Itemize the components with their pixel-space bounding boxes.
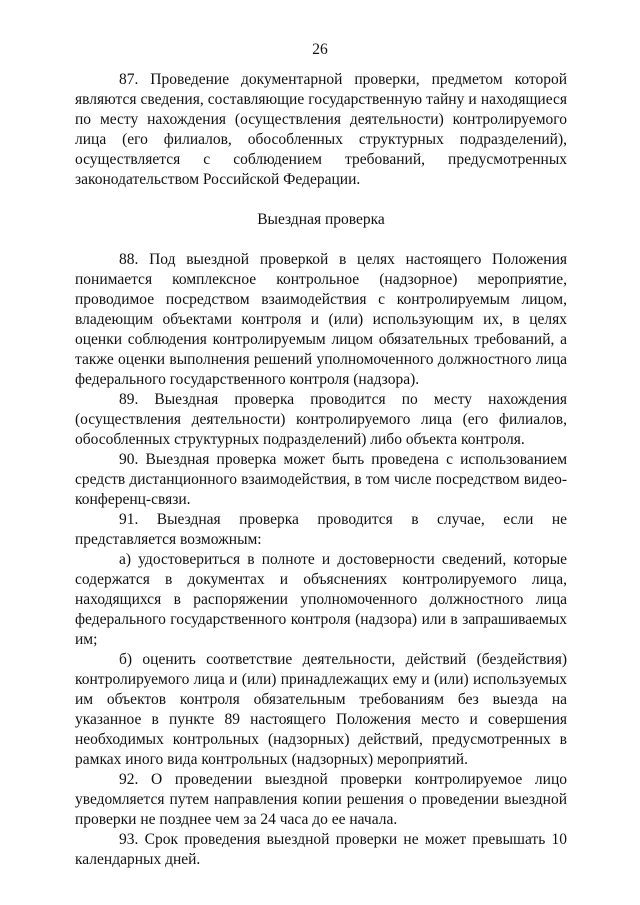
paragraph-91: 91. Выездная проверка проводится в случае, если не представляется возможным: — [75, 511, 567, 548]
paragraph-93: 93. Срок проведения выездной проверки не может превышать 10 календарных дней. — [75, 831, 567, 868]
paragraph-91-b: б) оценить соответствие деятельности, действий (бездействия) контролируемого лица и (или) принадлежащих ему и (или) используемых им объектов контроля обязательным требованиям без выезда на указанное в пункте 89 настоящего Положения место и совершения необходимых контрольных (надзорных) действий, предусмотренных в рамках иного вида контрольных (надзорных) мероприятий. — [75, 651, 567, 768]
section-heading: Выездная проверка — [257, 211, 385, 228]
paragraph-90: 90. Выездная проверка может быть проведена с использованием средств дистанционного взаимодействия, в том числе посредством видео-конференц-связи. — [75, 451, 567, 508]
paragraph-92: 92. О проведении выездной проверки контролируемое лицо уведомляется путем направления копии решения о проведении выездной проверки не позднее чем за 24 часа до ее начала. — [75, 771, 567, 828]
paragraph-91-a: а) удостовериться в полноте и достоверности сведений, которые содержатся в документах и объяснениях контролируемого лица, находящихся в распоряжении уполномоченного должностного лица федерального государственного контроля (надзора) или в запрашиваемых им; — [75, 551, 567, 648]
paragraph-89: 89. Выездная проверка проводится по месту нахождения (осуществления деятельности) контролируемого лица (его филиалов, обособленных структурных подразделений) либо объекта контроля. — [75, 391, 567, 448]
paragraph-87: 87. Проведение документарной проверки, предметом которой являются сведения, составляющие государственную тайну и находящиеся по месту нахождения (осуществления деятельности) контролируемого лица (его филиалов, обособленных структурных подразделений), осуществляется с соблюдением требований, предусмотренных законодательством Российской Федерации. — [75, 71, 567, 188]
paragraph-88: 88. Под выездной проверкой в целях настоящего Положения понимается комплексное контрольное (надзорное) мероприятие, проводимое посредством взаимодействия с контролируемым лицом, владеющим объектами контроля и (или) использующим их, в целях оценки соблюдения контролируемым лицом обязательных требований, а также оценки выполнения решений уполномоченного должностного лица федерального государственного контроля (надзора). — [75, 251, 567, 388]
page-number: 26 — [312, 41, 328, 58]
document-body — [75, 70, 567, 870]
